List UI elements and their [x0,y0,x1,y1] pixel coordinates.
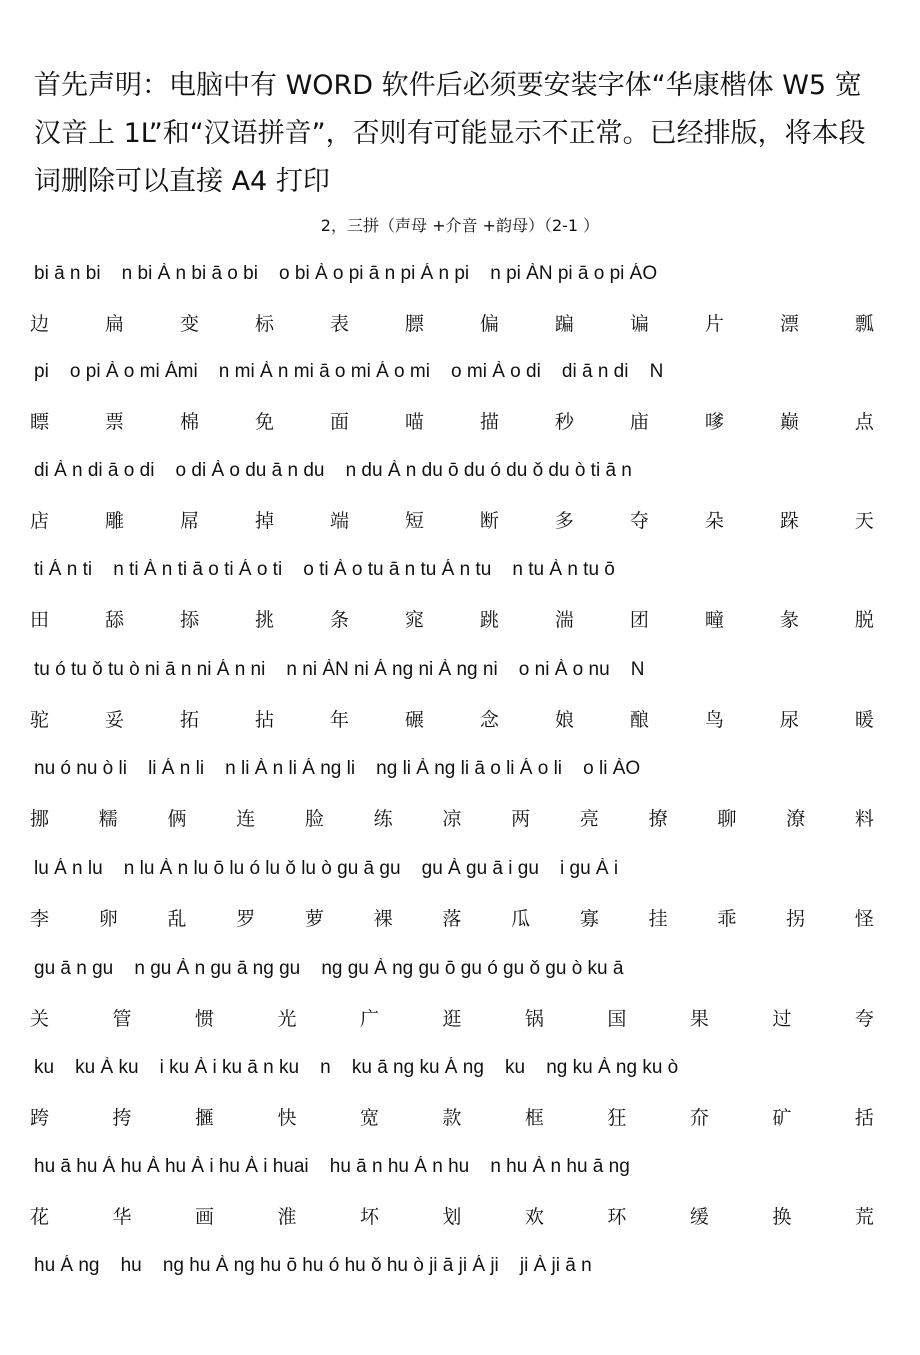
hanzi-char: 秒 [554,411,574,433]
hanzi-char: 湍 [554,609,574,631]
pinyin-line: bi ā n bi n bi À n bi ā o bi o bi À o pi ā n pi Á n pi n pi ÀN pi ā o pi ÁO [34,263,658,284]
hanzi-char: 逛 [442,1008,462,1030]
hanzi-char: 挪 [30,808,50,830]
hanzi-char: 掭 [179,609,199,631]
pinyin-line: lu Á n lu n lu À n lu ō lu ó lu ǒ lu ò gu ā gu gu À gu ā i gu i gu À i [34,858,619,879]
hanzi-char: 快 [277,1107,297,1129]
hanzi-char: 瓜 [511,908,531,930]
hanzi-char: 怪 [854,908,874,930]
hanzi-char: 扁 [104,313,124,335]
pinyin-line: pi o pi À o mi Ámi n mi À n mi ā o mi Á o mi o mi À o di di ā n di N [34,361,664,382]
hanzi-char: 巅 [779,411,799,433]
hanzi-char: 李 [30,908,50,930]
hanzi-char: 过 [772,1008,792,1030]
hanzi-char: 夼 [689,1107,709,1129]
pinyin-row-block [0,659,920,759]
hanzi-char: 票 [104,411,124,433]
hanzi-char: 擓 [194,1107,214,1129]
hanzi-char: 膘 [404,313,424,335]
hanzi-line [22,605,882,632]
hanzi-line [22,1103,882,1130]
pinyin-row-block [0,559,920,659]
hanzi-char: 惯 [194,1008,214,1030]
hanzi-char: 嗲 [704,411,724,433]
hanzi-char: 挎 [112,1107,132,1129]
hanzi-char: 瓢 [854,313,874,335]
pinyin-row-block [0,361,920,461]
pinyin-row-block [0,758,920,858]
hanzi-char: 狂 [607,1107,627,1129]
hanzi-char: 标 [254,313,274,335]
pinyin-line: ku ku À ku i ku À i ku ā n ku n ku ā ng ku Á ng ku ng ku À ng ku ò [34,1057,679,1078]
hanzi-char: 屌 [179,510,199,532]
hanzi-char: 糯 [98,808,118,830]
hanzi-char: 练 [373,808,393,830]
hanzi-char: 彖 [779,609,799,631]
hanzi-char: 妥 [104,709,124,731]
hanzi-char: 环 [607,1206,627,1228]
hanzi-char: 连 [236,808,256,830]
pinyin-row-block [0,1255,920,1355]
hanzi-char: 条 [329,609,349,631]
hanzi-char: 拈 [254,709,274,731]
hanzi-char: 棉 [179,411,199,433]
hanzi-char: 寡 [579,908,599,930]
hanzi-char: 瞟 [30,411,50,433]
hanzi-char: 乖 [717,908,737,930]
hanzi-char: 娘 [554,709,574,731]
hanzi-char: 喵 [404,411,424,433]
pinyin-line: hu ā hu Á hu À hu À i hu À i huai hu ā n hu Á n hu n hu À n hu ā ng [34,1156,630,1177]
hanzi-char: 店 [30,510,50,532]
hanzi-char: 欢 [524,1206,544,1228]
hanzi-char: 碾 [404,709,424,731]
pinyin-line: tu ó tu ǒ tu ò ni ā n ni Á n ni n ni ÀN ni Á ng ni À ng ni o ni À o nu N [34,659,645,680]
hanzi-char: 拐 [786,908,806,930]
hanzi-line [22,904,882,931]
hanzi-char: 夸 [854,1008,874,1030]
hanzi-char: 念 [479,709,499,731]
pinyin-line: nu ó nu ò li li Á n li n li À n li Á ng li ng li À ng li ā o li Á o li o li ÀO [34,758,641,779]
hanzi-char: 田 [30,609,50,631]
hanzi-char: 尿 [779,709,799,731]
hanzi-char: 花 [30,1206,50,1228]
hanzi-char: 锅 [524,1008,544,1030]
hanzi-char: 漂 [779,313,799,335]
section-subtitle: 2，三拼（声母 +介音 +韵母）（2-1 ） [320,216,600,235]
hanzi-char: 凉 [442,808,462,830]
pinyin-row-block [0,1156,920,1256]
hanzi-char: 宽 [359,1107,379,1129]
hanzi-char: 款 [442,1107,462,1129]
hanzi-char: 划 [442,1206,462,1228]
hanzi-char: 拓 [179,709,199,731]
hanzi-char: 框 [524,1107,544,1129]
hanzi-char: 鸟 [704,709,724,731]
hanzi-char: 变 [179,313,199,335]
hanzi-char: 团 [629,609,649,631]
hanzi-char: 雕 [104,510,124,532]
hanzi-char: 驼 [30,709,50,731]
hanzi-char: 跨 [30,1107,50,1129]
hanzi-char: 罗 [236,908,256,930]
hanzi-char: 夺 [629,510,649,532]
pinyin-line: ti Á n ti n ti À n ti ā o ti Á o ti o ti À o tu ā n tu Á n tu n tu À n tu ō [34,559,615,580]
pinyin-line: gu ā n gu n gu À n gu ā ng gu ng gu À ng gu ō gu ó gu ǒ gu ò ku ā [34,958,624,979]
hanzi-char: 脱 [854,609,874,631]
hanzi-char: 蹁 [554,313,574,335]
hanzi-line [22,1202,882,1229]
hanzi-char: 关 [30,1008,50,1030]
intro-paragraph: 首先声明：电脑中有 WORD 软件后必须要安装字体“华康楷体 W5 宽汉音上 1L”和“汉语拼音”，否则有可能显示不正常。已经排版，将本段词删除可以直接 A4 打印 [34,70,866,197]
pinyin-line: di À n di ā o di o di À o du ā n du n du À n du ō du ó du ǒ du ò ti ā n [34,460,632,481]
hanzi-char: 挂 [648,908,668,930]
hanzi-char: 缓 [689,1206,709,1228]
pinyin-row-block [0,1057,920,1157]
hanzi-char: 挑 [254,609,274,631]
hanzi-char: 矿 [772,1107,792,1129]
hanzi-char: 料 [854,808,874,830]
hanzi-char: 短 [404,510,424,532]
hanzi-char: 朵 [704,510,724,532]
hanzi-char: 落 [442,908,462,930]
hanzi-char: 淮 [277,1206,297,1228]
hanzi-char: 管 [112,1008,132,1030]
hanzi-char: 跳 [479,609,499,631]
hanzi-line [22,309,882,336]
hanzi-line [22,1004,882,1031]
hanzi-char: 疃 [704,609,724,631]
pinyin-row-block [0,460,920,560]
hanzi-char: 两 [511,808,531,830]
hanzi-char: 跺 [779,510,799,532]
hanzi-char: 亮 [579,808,599,830]
hanzi-char: 断 [479,510,499,532]
pinyin-row-block [0,858,920,958]
hanzi-line [22,407,882,434]
hanzi-char: 点 [854,411,874,433]
hanzi-char: 免 [254,411,274,433]
hanzi-char: 换 [772,1206,792,1228]
pinyin-line: hu Á ng hu ng hu À ng hu ō hu ó hu ǒ hu ò ji ā ji Á ji ji À ji ā n [34,1255,592,1276]
hanzi-char: 面 [329,411,349,433]
hanzi-char: 括 [854,1107,874,1129]
hanzi-line [22,506,882,533]
hanzi-char: 端 [329,510,349,532]
hanzi-char: 年 [329,709,349,731]
hanzi-char: 坏 [359,1206,379,1228]
hanzi-char: 裸 [373,908,393,930]
hanzi-char: 果 [689,1008,709,1030]
hanzi-char: 撩 [648,808,668,830]
pinyin-row-block [0,263,920,363]
hanzi-char: 卵 [98,908,118,930]
hanzi-char: 谝 [629,313,649,335]
hanzi-char: 描 [479,411,499,433]
hanzi-char: 偏 [479,313,499,335]
hanzi-char: 天 [854,510,874,532]
hanzi-char: 舔 [104,609,124,631]
hanzi-char: 乱 [167,908,187,930]
hanzi-char: 潦 [786,808,806,830]
hanzi-char: 脸 [304,808,324,830]
hanzi-char: 俩 [167,808,187,830]
hanzi-line [22,804,882,831]
hanzi-char: 光 [277,1008,297,1030]
hanzi-char: 聊 [717,808,737,830]
hanzi-char: 多 [554,510,574,532]
hanzi-char: 片 [704,313,724,335]
hanzi-char: 画 [194,1206,214,1228]
hanzi-char: 掉 [254,510,274,532]
hanzi-char: 窕 [404,609,424,631]
hanzi-char: 广 [359,1008,379,1030]
hanzi-char: 庙 [629,411,649,433]
hanzi-char: 荒 [854,1206,874,1228]
hanzi-char: 酿 [629,709,649,731]
hanzi-char: 表 [329,313,349,335]
hanzi-char: 暖 [854,709,874,731]
hanzi-line [22,705,882,732]
hanzi-char: 华 [112,1206,132,1228]
hanzi-char: 国 [607,1008,627,1030]
hanzi-char: 边 [30,313,50,335]
hanzi-char: 萝 [304,908,324,930]
pinyin-row-block [0,958,920,1058]
